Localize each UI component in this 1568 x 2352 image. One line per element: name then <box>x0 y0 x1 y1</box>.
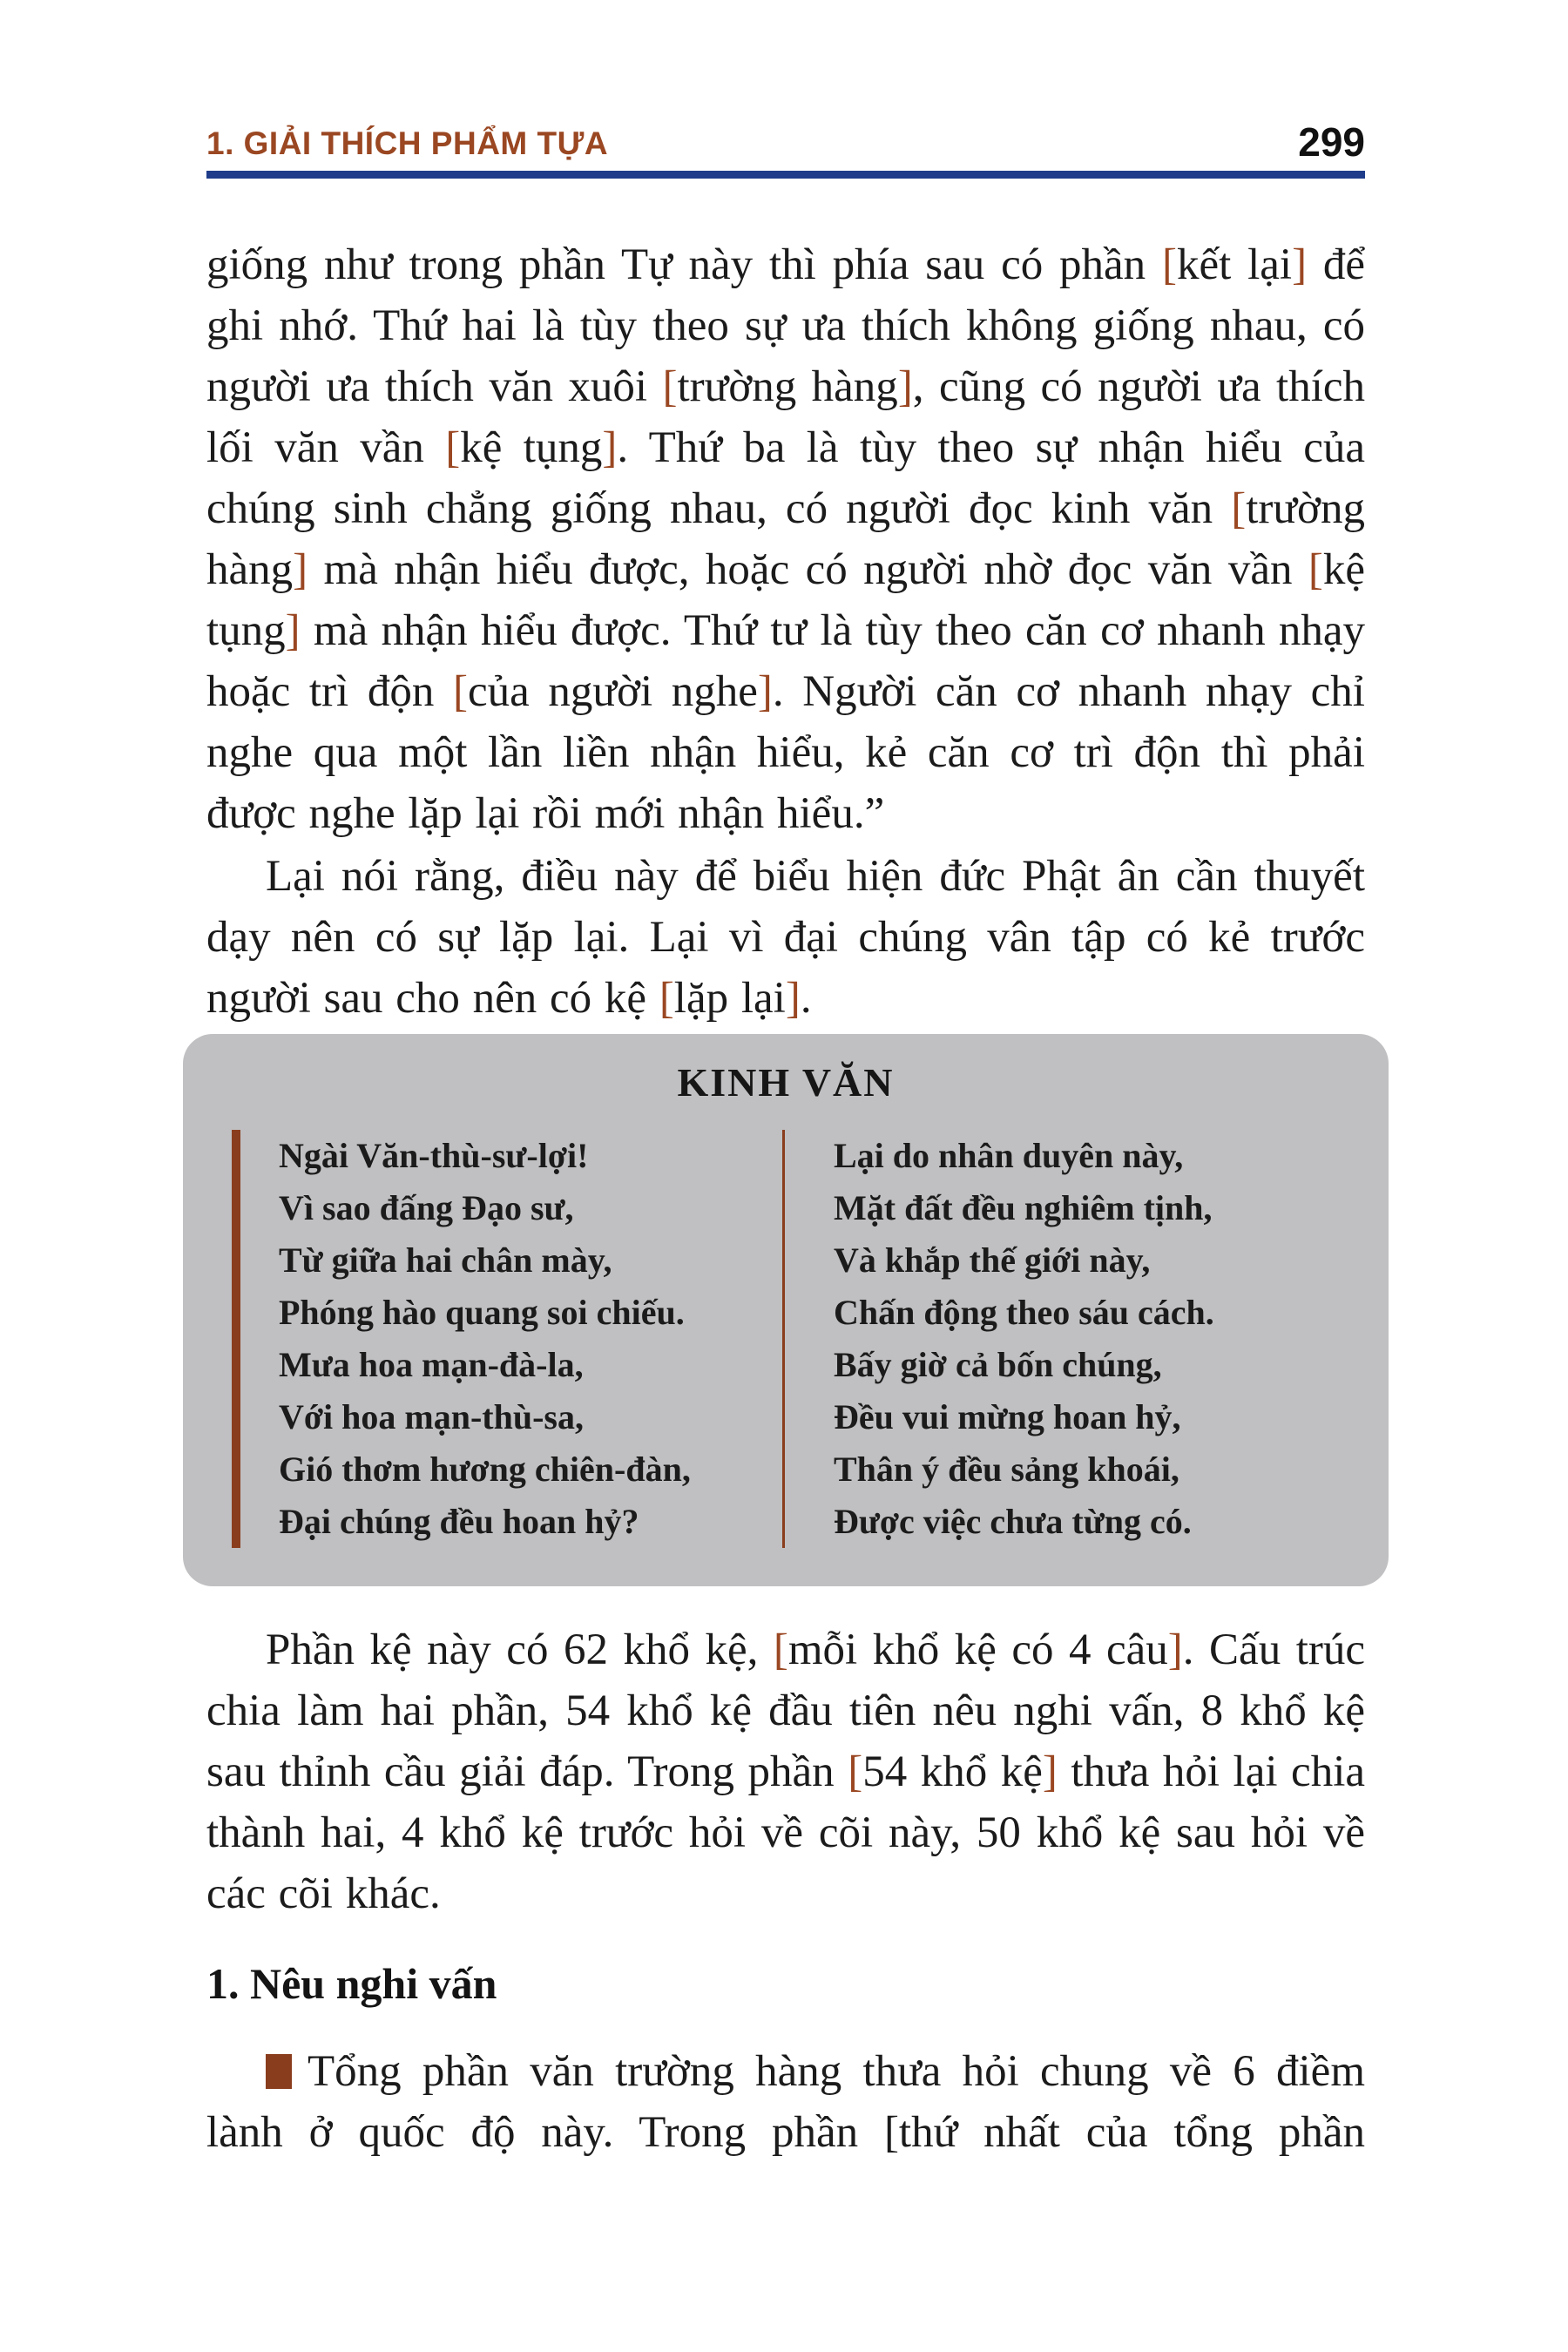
bracket-accent: [ <box>662 362 678 411</box>
bracket-accent: [ <box>452 667 468 716</box>
verse-left-column <box>232 1130 782 1548</box>
verse-line: Đại chúng đều hoan hỷ? <box>279 1502 639 1541</box>
verse-columns <box>232 1130 1362 1548</box>
verse-line: Được việc chưa từng có. <box>834 1502 1192 1541</box>
verse-line: Bấy giờ cả bốn chúng, <box>834 1345 1162 1384</box>
verse-line: Thân ý đều sảng khoái, <box>834 1450 1179 1489</box>
page-number: 299 <box>1298 119 1365 165</box>
verse-right-column <box>782 1130 1362 1548</box>
square-bullet-icon <box>266 2054 292 2089</box>
paragraph-1-text: giống như trong phần Tự này thì phía sau có phần [kết lại] để ghi nhớ. Thứ hai là tùy theo sự ưa thích không giống nhau, có người ưa thích văn xuôi [trường hàng], cũng có người ưa thích lối văn vần [kệ tụng]. Thứ ba là tùy theo sự nhận hiểu của chúng sinh chẳng giống nhau, có người đọc kinh văn [trường hàng] mà nhận hiểu được, hoặc có người nhờ đọc văn vần [kệ tụng] mà nhận hiểu được. Thứ tư là tùy theo căn cơ nhanh nhạy hoặc trì độn [của người nghe]. Người căn cơ nhanh nhạy chỉ nghe qua một lần liền nhận hiểu, kẻ căn cơ trì độn thì phải được nghe lặp lại rồi mới nhận hiểu.” <box>206 240 1366 838</box>
bracket-accent: [ <box>1231 484 1247 533</box>
paragraph-4 <box>206 2041 1365 2163</box>
bracket-accent: ] <box>1292 240 1308 289</box>
paragraph-2 <box>206 846 1365 1029</box>
paragraph-4-text: Tổng phần văn trường hàng thưa hỏi chung về 6 điềm lành ở quốc độ này. Trong phần [thứ nhất của tổng phần <box>206 2047 1365 2157</box>
bracket-accent: ] <box>1042 1747 1058 1796</box>
verse-line: Mưa hoa mạn-đà-la, <box>279 1345 584 1384</box>
bracket-accent: [ <box>848 1747 863 1796</box>
verse-line: Mặt đất đều nghiêm tịnh, <box>834 1188 1213 1227</box>
bracket-accent: ] <box>757 667 773 716</box>
paragraph-3-text: Phần kệ này có 62 khổ kệ, [mỗi khổ kệ có 4 câu]. Cấu trúc chia làm hai phần, 54 khổ kệ đầu tiên nêu nghi vấn, 8 khổ kệ sau thỉnh cầu giải đáp. Trong phần [54 khổ kệ] thưa hỏi lại chia thành hai, 4 khổ kệ trước hỏi về cõi này, 50 khổ kệ sau hỏi về các cõi khác. <box>206 1625 1365 1918</box>
bracket-accent: [ <box>659 974 674 1023</box>
verse-line: Vì sao đấng Đạo sư, <box>279 1188 574 1227</box>
bracket-accent: ] <box>1167 1625 1183 1674</box>
bracket-accent: ] <box>897 362 913 411</box>
chapter-title: 1. GIẢI THÍCH PHẨM TỰA <box>206 125 609 161</box>
section-heading: 1. Nêu nghi vấn <box>206 1959 497 2008</box>
kinh-van-box <box>183 1034 1389 1586</box>
verse-line: Phóng hào quang soi chiếu. <box>279 1293 685 1332</box>
bracket-accent: [ <box>773 1625 788 1674</box>
bracket-accent: ] <box>293 545 308 594</box>
paragraph-1 <box>206 234 1365 844</box>
verse-line: Chấn động theo sáu cách. <box>834 1293 1214 1332</box>
verse-line: Với hoa mạn-thù-sa, <box>279 1397 584 1436</box>
verse-line: Từ giữa hai chân mày, <box>279 1240 612 1280</box>
verse-line: Gió thơm hương chiên-đàn, <box>279 1450 691 1489</box>
paragraph-2-text: Lại nói rằng, điều này để biểu hiện đức Phật ân cần thuyết dạy nên có sự lặp lại. Lại vì đại chúng vân tập có kẻ trước người sau cho nên có kệ [lặp lại]. <box>206 852 1365 1023</box>
verse-line: Và khắp thế giới này, <box>834 1240 1151 1280</box>
running-head <box>206 0 1365 171</box>
bracket-accent: [ <box>1308 545 1323 594</box>
bracket-accent: [ <box>445 423 461 472</box>
paragraph-3 <box>206 1619 1365 1924</box>
bracket-accent: ] <box>785 974 801 1023</box>
verse-line: Đều vui mừng hoan hỷ, <box>834 1397 1181 1436</box>
bracket-accent: ] <box>602 423 618 472</box>
bracket-accent: ] <box>285 606 301 655</box>
verse-line: Lại do nhân duyên này, <box>834 1136 1184 1175</box>
page-content <box>206 0 1365 2163</box>
bracket-accent: [ <box>1161 240 1177 289</box>
kinh-van-title: KINH VĂN <box>677 1060 895 1105</box>
verse-line: Ngài Văn-thù-sư-lợi! <box>279 1136 589 1175</box>
header-rule <box>206 171 1365 179</box>
